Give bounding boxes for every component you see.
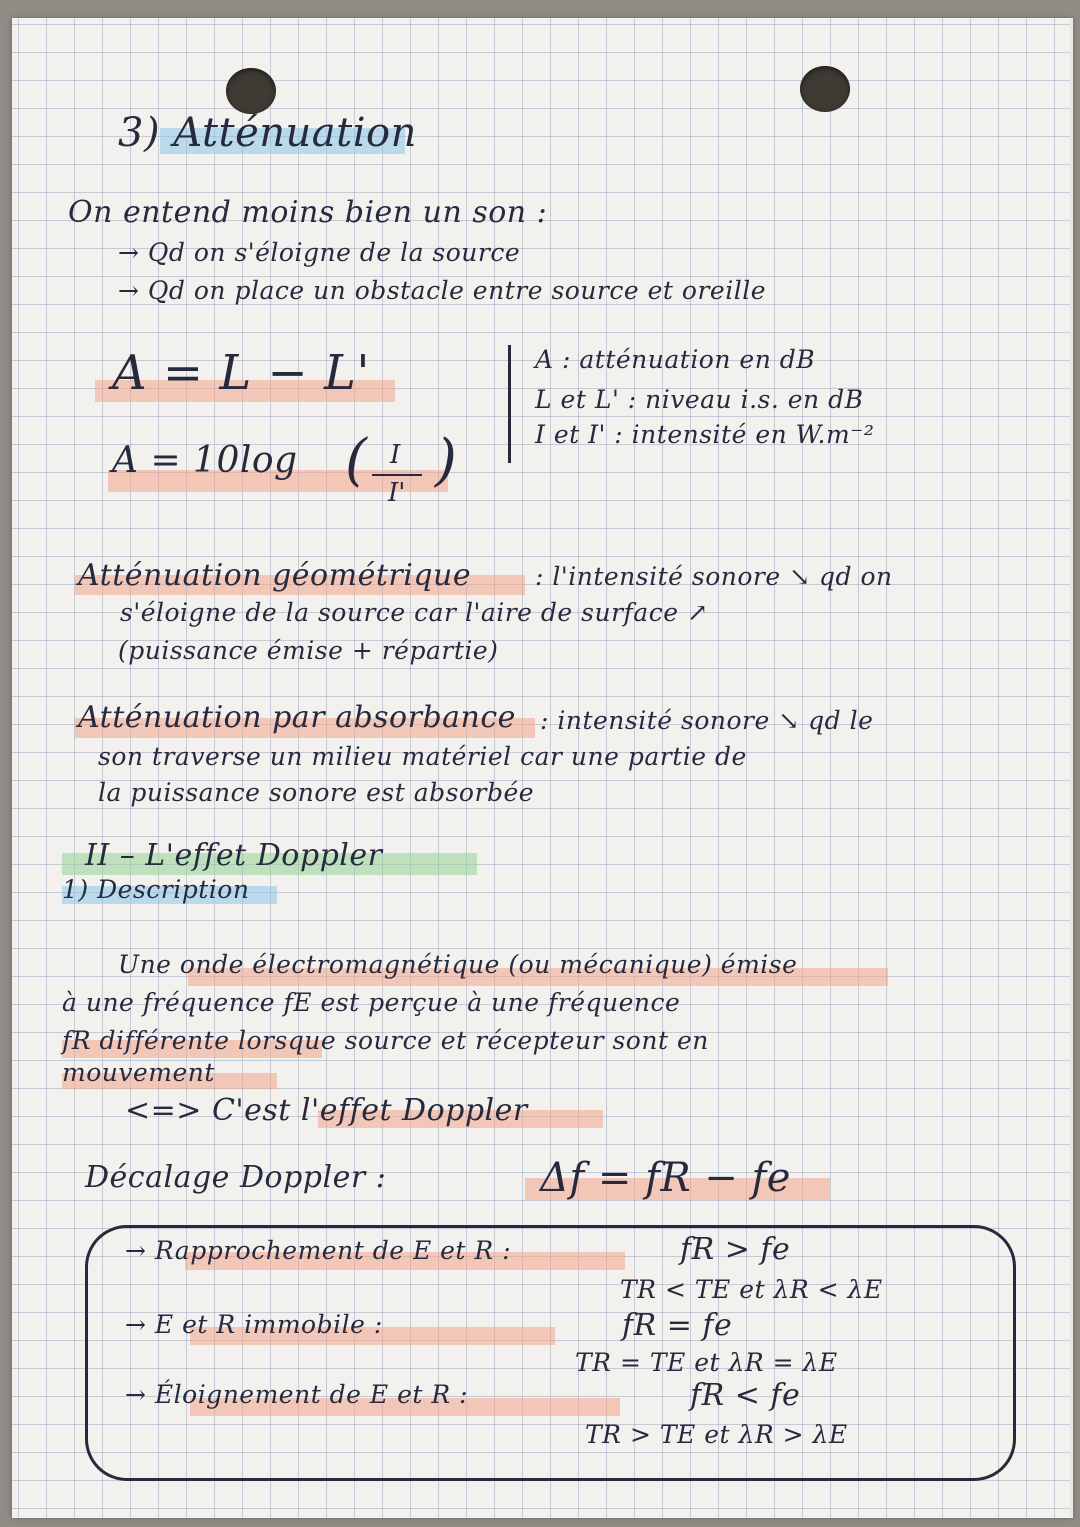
fraction-denominator: I' [388, 478, 406, 508]
doppler-title: II – L'effet Doppler [85, 838, 383, 873]
doppler-subtitle: 1) Description [62, 875, 250, 904]
legend-a: A : atténuation en dB [535, 345, 816, 374]
doppler-para-1: Une onde électromagnétique (ou mécanique) émise [118, 950, 798, 979]
case-immobile-period-wavelength: TR = TE et λR = λE [575, 1348, 838, 1377]
punch-hole-left [226, 68, 276, 114]
paren-open: ( [345, 428, 368, 493]
absorbance-line-3: la puissance sonore est absorbée [98, 778, 535, 807]
case-approach-label: → Rapprochement de E et R : [125, 1236, 512, 1265]
doppler-para-3: fR différente lorsque source et récepteur sont en [62, 1026, 709, 1055]
absorbance-line-1: : intensité sonore ↘ qd le [540, 706, 874, 735]
geometric-line-2: s'éloigne de la source car l'aire de surface ↗ [120, 598, 709, 627]
absorbance-line-2: son traverse un milieu matériel car une partie de [98, 742, 747, 771]
case-immobile-frequency: fR = fe [622, 1308, 733, 1343]
case-approach-frequency: fR > fe [680, 1232, 791, 1267]
geometric-line-3: (puissance émise + répartie) [118, 636, 499, 665]
bullet-1: → Qd on s'éloigne de la source [118, 238, 521, 267]
fraction-bar [372, 474, 422, 476]
doppler-equivalence: <=> C'est l'effet Doppler [125, 1093, 528, 1128]
paren-close: ) [435, 428, 458, 493]
case-immobile-label: → E et R immobile : [125, 1310, 383, 1339]
absorbance-term: Atténuation par absorbance [78, 700, 516, 735]
intro-line: On entend moins bien un son : [68, 195, 548, 230]
case-recede-period-wavelength: TR > TE et λR > λE [585, 1420, 848, 1449]
case-recede-label: → Éloignement de E et R : [125, 1380, 469, 1409]
legend-i: I et I' : intensité en W.m⁻² [535, 420, 875, 449]
formula-level-difference: A = L − L' [112, 345, 371, 401]
doppler-shift-formula: Δf = fR − fe [540, 1155, 791, 1201]
legend-brace [508, 345, 523, 463]
formula-log: A = 10log [112, 440, 298, 481]
punch-hole-right [800, 66, 850, 112]
case-recede-frequency: fR < fe [690, 1378, 801, 1413]
fraction-numerator: I [390, 440, 401, 470]
doppler-shift-label: Décalage Doppler : [85, 1160, 387, 1195]
section-title: 3) Atténuation [118, 110, 417, 156]
legend-l: L et L' : niveau i.s. en dB [535, 385, 864, 414]
geometric-line-1: : l'intensité sonore ↘ qd on [535, 562, 893, 591]
geometric-term: Atténuation géométrique [78, 558, 472, 593]
doppler-para-4: mouvement [62, 1058, 215, 1087]
case-approach-period-wavelength: TR < TE et λR < λE [620, 1275, 883, 1304]
bullet-2: → Qd on place un obstacle entre source et oreille [118, 276, 766, 305]
doppler-para-2: à une fréquence fE est perçue à une fréquence [62, 988, 681, 1017]
